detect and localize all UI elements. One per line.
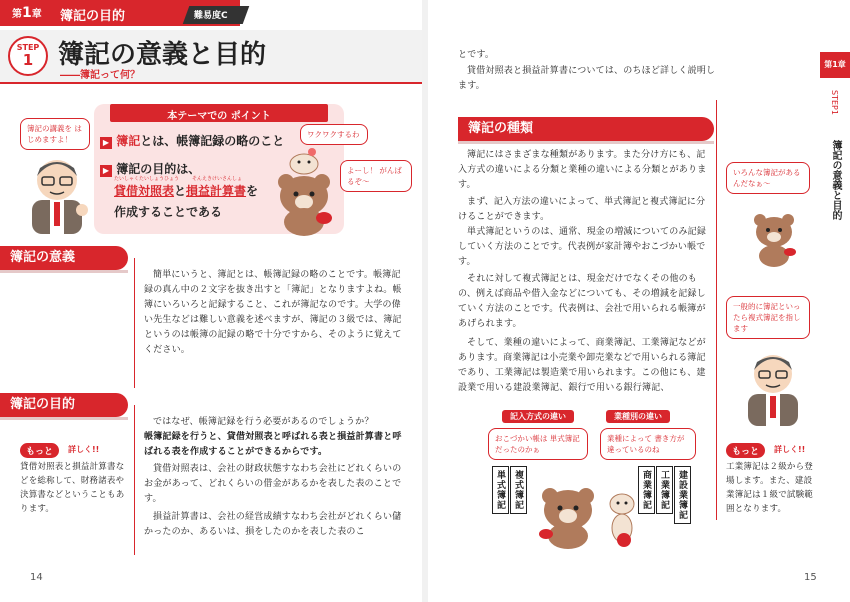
diagram-label-1-text: 記入方式の違い <box>510 412 566 421</box>
diagram-shougyou: 商業簿記 <box>638 466 655 514</box>
note-tag-3: もっと <box>732 447 760 457</box>
bear-illustration-3 <box>744 200 804 270</box>
step-num: 1 <box>22 51 34 69</box>
note-tag-2: 詳しく!! <box>68 445 100 454</box>
diagram-label-2 <box>606 410 670 423</box>
point-2-line2 <box>114 182 258 199</box>
section-1-title: 簿記の意義 <box>10 250 76 265</box>
section-2-title: 簿記の目的 <box>10 397 76 412</box>
chapter-suffix: 章 <box>31 9 42 20</box>
tab-chapter: 第1章 <box>824 60 846 69</box>
note-tag-4: 詳しく!! <box>774 445 806 454</box>
chapter-label: 第 <box>12 9 22 20</box>
section-2-divider <box>134 405 135 555</box>
term-income-statement: 損益計算書 <box>186 184 247 198</box>
step-label: STEP <box>16 43 40 52</box>
section-3-p2: まず、記入方法の違いによって、単式簿記と複式簿記に分けることができます。 <box>458 197 706 222</box>
side-bubble-2: 一般的に簿記といったら複式簿記を指します <box>726 296 810 339</box>
chapter-tab <box>820 52 850 78</box>
main-title: 簿記の意義と目的 <box>58 40 267 70</box>
point-1 <box>100 132 284 149</box>
chapter-header <box>0 0 422 26</box>
point-2-text: 簿記の目的は、 <box>116 162 201 176</box>
play-icon: ▶ <box>100 137 112 149</box>
left-page <box>0 0 422 602</box>
waku-bubble: ワクワクするわ <box>300 124 368 145</box>
ruby-1: たいしゃくたいしょうひょう <box>114 176 180 182</box>
section-2-p1: ではなぜ、帳簿記録を行う必要があるのでしょうか？ <box>153 417 374 427</box>
diagram-bubble-2: 業種によって 書き方が違っているのね <box>600 428 696 460</box>
side-note-text-2: 工業簿記は２級から登場します。また、建設業簿記は１級で試験範囲となります。 <box>726 462 814 514</box>
point-2-line3: 作成することである <box>114 205 223 219</box>
point-2-end: を <box>246 184 259 198</box>
right-divider <box>716 100 717 520</box>
play-icon: ▶ <box>100 165 112 177</box>
section-3-title: 簿記の種類 <box>468 121 534 136</box>
diagram-fukushiki: 複式簿記 <box>510 466 527 514</box>
diagram-tanshiki: 単式簿記 <box>492 466 509 514</box>
point-box-title: 本テーマでの ポイント <box>167 111 271 122</box>
section-heading-purpose <box>0 393 128 417</box>
point-2-mid: と <box>174 184 187 198</box>
bear-illustration-2 <box>528 470 608 550</box>
yoshi-bubble: よーし！ がんばるぞ〜 <box>340 160 412 192</box>
page-number-right: 15 <box>804 572 817 583</box>
squirrel-illustration-2 <box>604 488 640 548</box>
subtitle: ――簿記って何？ <box>60 70 140 81</box>
point-1-term: 簿記 <box>116 134 141 148</box>
side-bubble-1: いろんな簿記があるんだなぁ〜 <box>726 162 810 194</box>
page-number-left: 14 <box>30 572 43 583</box>
section-2-p2: 帳簿記録を行うと、貸借対照表と呼ばれる表と損益計算書と呼ばれる表を作成することができるからです。 <box>144 432 402 457</box>
teacher-illustration-2 <box>738 346 808 426</box>
section-3-p5: そして、業種の違いによって、商業簿記、工業簿記などがあります。商業簿記は小売業や卸売業などで用いられる簿記であり、工業簿記は製造業で用いられます。この他にも、建設業で用いる建設業簿記、銀行で用いる銀行簿記、 <box>458 338 706 393</box>
squirrel-illustration <box>284 146 324 176</box>
diagram-kensetsu: 建設業簿記 <box>674 466 691 524</box>
ruby-2: そんえきけいさんしょ <box>192 176 243 182</box>
section-1-paragraph: 簡単にいうと、簿記とは、帳簿記録の略のことです。帳簿記録の真ん中の２文字を抜き出すと「簿記」となりますよね。帳簿にいろいろと記録すること、これが簿記なのです。大学の偉い先生などは難しい意義を述べますが、簿記の３級では、簿記というのは帳簿の記録の略で十分ですから、そのように覚えてください。 <box>144 270 402 355</box>
point-1-text: とは、帳簿記録の略のこと <box>140 134 285 148</box>
section-heading-types <box>458 117 714 141</box>
teacher-bubble: 簿記の講義を はじめますよ！ <box>20 118 90 150</box>
side-note-text: 貸借対照表と損益計算書などを総称して、財務諸表や決算書などということもあります。 <box>20 462 125 514</box>
diagram-kougyou: 工業簿記 <box>656 466 673 514</box>
tab-title: 簿記の意義と目的 <box>830 140 841 220</box>
section-1-divider <box>134 258 135 388</box>
note-tag-1: もっと <box>26 447 54 457</box>
chapter-title: 簿記の目的 <box>60 9 126 24</box>
section-heading-significance <box>0 246 128 270</box>
section-2-p4: 損益計算書は、会社の経営成績すなわち会社がどれくらい儲かったのか、あるいは、損をしたのかを表した表のこ <box>144 512 402 537</box>
section-3-p4: それに対して複式簿記とは、現金だけでなくその他のもの、例えば商品や借入金などについても、その増減を記録していく方法のことです。代表例は、会社で用いられる帳簿があげられます。 <box>458 274 706 329</box>
continued-text: とです。 <box>458 50 495 60</box>
section-3-p1: 簿記にはさまざまな種類があります。また分け方にも、記入方式の違いによる分類と業種の違いによる分類とがあります。 <box>458 150 707 190</box>
teacher-illustration <box>22 150 92 234</box>
term-balance-sheet: 貸借対照表 <box>114 184 175 198</box>
chapter-num: 1 <box>22 5 32 21</box>
more-detail-tag <box>20 443 59 458</box>
diagram-label-2-text: 業種別の違い <box>614 412 662 421</box>
diagram-bubble-1: おこづかい帳は 単式簿記だったのかぁ <box>488 428 588 460</box>
continued-text-2: 貸借対照表と損益計算書については、のちほど詳しく説明します。 <box>458 66 716 91</box>
point-box-header <box>110 104 328 122</box>
tab-step: STEP1 <box>830 90 839 115</box>
right-page <box>428 0 850 602</box>
step-badge <box>8 36 48 76</box>
section-2-p3: 貸借対照表は、会社の財政状態すなわち会社にどれくらいのお金があって、どれくらいの借金があるかを表した表のことです。 <box>144 464 402 504</box>
section-3-p3: 単式簿記というのは、通常、現金の増減についてのみ記録していく方法のことです。代表例が家計簿やおこづかい帳です。 <box>458 227 707 267</box>
diagram-label-1 <box>502 410 574 423</box>
difficulty-badge: 難易度C <box>194 11 228 21</box>
more-detail-tag-2 <box>726 443 765 458</box>
